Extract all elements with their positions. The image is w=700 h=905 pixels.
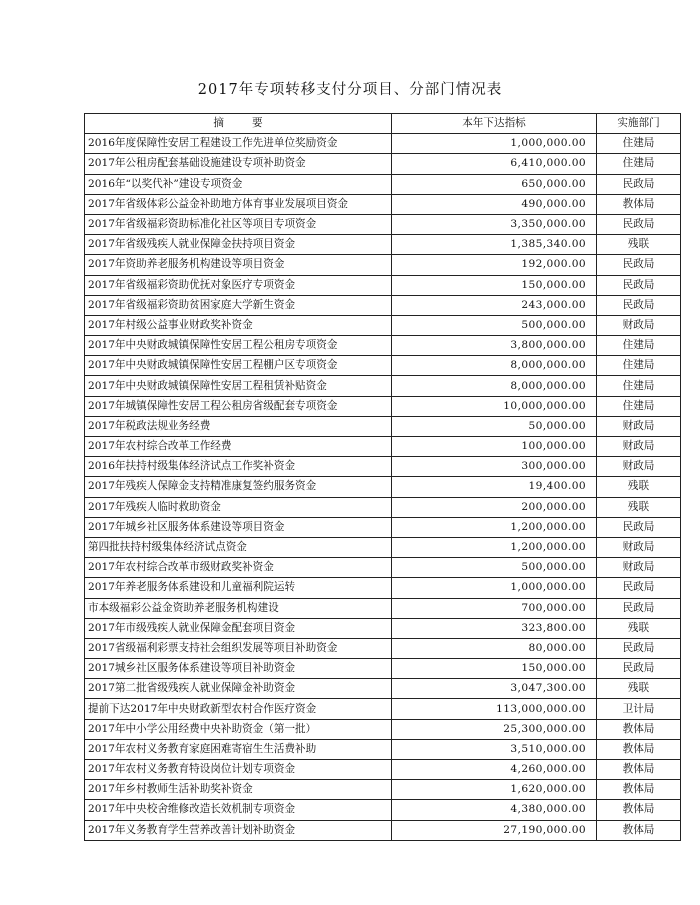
row-department-cell: 教体局 (597, 780, 681, 800)
table-row (85, 255, 681, 275)
page-title: 2017年专项转移支付分项目、分部门情况表 (197, 82, 503, 98)
row-department-cell: 民政局 (597, 214, 681, 234)
row-summary-cell: 2017城乡社区服务体系建设等项目补助资金 (85, 659, 392, 679)
row-department-cell: 教体局 (597, 800, 681, 820)
row-department-cell: 残联 (597, 477, 681, 497)
row-amount-cell: 100,000.00 (392, 437, 597, 457)
table-row (85, 376, 681, 396)
table-row (85, 760, 681, 780)
row-amount-cell: 500,000.00 (392, 315, 597, 335)
row-amount-cell: 4,260,000.00 (392, 760, 597, 780)
row-department-cell: 教体局 (597, 739, 681, 759)
row-department-cell: 财政局 (597, 437, 681, 457)
row-summary-cell: 2017年市级残疾人就业保障金配套项目资金 (85, 618, 392, 638)
row-amount-cell: 6,410,000.00 (392, 154, 597, 174)
row-summary-cell: 2017年省级福彩资助优抚对象医疗专项资金 (85, 275, 392, 295)
table-row (85, 194, 681, 214)
row-amount-cell: 490,000.00 (392, 194, 597, 214)
row-amount-cell: 3,350,000.00 (392, 214, 597, 234)
row-amount-cell: 27,190,000.00 (392, 820, 597, 840)
row-summary-cell: 2017年乡村教师生活补助奖补资金 (85, 780, 392, 800)
table-row (85, 396, 681, 416)
row-amount-cell: 80,000.00 (392, 638, 597, 658)
row-summary-cell: 2017年残疾人临时救助资金 (85, 497, 392, 517)
row-summary-cell: 2017年农村义务教育家庭困难寄宿生生活费补助 (85, 739, 392, 759)
row-amount-cell: 1,620,000.00 (392, 780, 597, 800)
table-row (85, 295, 681, 315)
row-department-cell: 残联 (597, 618, 681, 638)
table-row (85, 336, 681, 356)
row-amount-cell: 3,510,000.00 (392, 739, 597, 759)
row-department-cell: 民政局 (597, 174, 681, 194)
table-row (85, 780, 681, 800)
row-department-cell: 财政局 (597, 558, 681, 578)
row-amount-cell: 4,380,000.00 (392, 800, 597, 820)
table-header-row (85, 114, 681, 134)
row-summary-cell: 2017第二批省级残疾人就业保障金补助资金 (85, 679, 392, 699)
table-row (85, 497, 681, 517)
row-department-cell: 民政局 (597, 578, 681, 598)
row-department-cell: 民政局 (597, 659, 681, 679)
header-department: 实施部门 (597, 114, 681, 134)
row-amount-cell: 200,000.00 (392, 497, 597, 517)
row-department-cell: 住建局 (597, 134, 681, 154)
row-summary-cell: 2016年“以奖代补”建设专项资金 (85, 174, 392, 194)
row-amount-cell: 700,000.00 (392, 598, 597, 618)
table-row (85, 719, 681, 739)
row-summary-cell: 2017年村级公益事业财政奖补资金 (85, 315, 392, 335)
table-row (85, 356, 681, 376)
row-department-cell: 卫计局 (597, 699, 681, 719)
row-summary-cell: 2017年省级残疾人就业保障金扶持项目资金 (85, 235, 392, 255)
row-summary-cell: 2017年税政法规业务经费 (85, 416, 392, 436)
table-row (85, 618, 681, 638)
row-department-cell: 教体局 (597, 820, 681, 840)
row-summary-cell: 2016年度保障性安居工程建设工作先进单位奖励资金 (85, 134, 392, 154)
row-summary-cell: 2017年中小学公用经费中央补助资金（第一批） (85, 719, 392, 739)
row-department-cell: 财政局 (597, 537, 681, 557)
row-summary-cell: 2017年义务教育学生营养改善计划补助资金 (85, 820, 392, 840)
row-summary-cell: 第四批扶持村级集体经济试点资金 (85, 537, 392, 557)
table-row (85, 174, 681, 194)
table-row (85, 739, 681, 759)
row-summary-cell: 2016年扶持村级集体经济试点工作奖补资金 (85, 457, 392, 477)
row-department-cell: 民政局 (597, 275, 681, 295)
table-row (85, 235, 681, 255)
row-department-cell: 住建局 (597, 336, 681, 356)
table-row (85, 154, 681, 174)
row-summary-cell: 2017年省级体彩公益金补助地方体育事业发展项目资金 (85, 194, 392, 214)
row-amount-cell: 50,000.00 (392, 416, 597, 436)
row-department-cell: 住建局 (597, 356, 681, 376)
row-summary-cell: 2017年城镇保障性安居工程公租房省级配套专项资金 (85, 396, 392, 416)
table-row (85, 598, 681, 618)
row-amount-cell: 500,000.00 (392, 558, 597, 578)
row-summary-cell: 2017年养老服务体系建设和儿童福利院运转 (85, 578, 392, 598)
row-summary-cell: 2017年残疾人保障金支持精准康复签约服务资金 (85, 477, 392, 497)
header-summary: 摘要 (85, 114, 392, 134)
row-department-cell: 民政局 (597, 598, 681, 618)
table-row (85, 820, 681, 840)
table-row (85, 578, 681, 598)
row-amount-cell: 1,385,340.00 (392, 235, 597, 255)
row-amount-cell: 19,400.00 (392, 477, 597, 497)
row-amount-cell: 113,000,000.00 (392, 699, 597, 719)
table-row (85, 134, 681, 154)
row-amount-cell: 650,000.00 (392, 174, 597, 194)
row-department-cell: 财政局 (597, 457, 681, 477)
row-amount-cell: 1,000,000.00 (392, 134, 597, 154)
row-summary-cell: 市本级福彩公益金资助养老服务机构建设 (85, 598, 392, 618)
row-department-cell: 财政局 (597, 315, 681, 335)
row-amount-cell: 3,800,000.00 (392, 336, 597, 356)
row-summary-cell: 2017年农村义务教育特设岗位计划专项资金 (85, 760, 392, 780)
table-row (85, 437, 681, 457)
row-department-cell: 残联 (597, 497, 681, 517)
row-summary-cell: 2017年公租房配套基础设施建设专项补助资金 (85, 154, 392, 174)
table-row (85, 699, 681, 719)
row-amount-cell: 150,000.00 (392, 659, 597, 679)
row-department-cell: 残联 (597, 679, 681, 699)
row-department-cell: 民政局 (597, 255, 681, 275)
row-department-cell: 民政局 (597, 638, 681, 658)
row-summary-cell: 2017年省级福彩资助贫困家庭大学新生资金 (85, 295, 392, 315)
row-department-cell: 教体局 (597, 719, 681, 739)
row-department-cell: 住建局 (597, 376, 681, 396)
row-amount-cell: 25,300,000.00 (392, 719, 597, 739)
table-row (85, 275, 681, 295)
table-row (85, 517, 681, 537)
row-amount-cell: 1,200,000.00 (392, 517, 597, 537)
row-department-cell: 残联 (597, 235, 681, 255)
table-row (85, 537, 681, 557)
row-department-cell: 教体局 (597, 194, 681, 214)
row-department-cell: 民政局 (597, 517, 681, 537)
row-department-cell: 教体局 (597, 760, 681, 780)
row-amount-cell: 8,000,000.00 (392, 376, 597, 396)
header-amount: 本年下达指标 (392, 114, 597, 134)
table-row (85, 477, 681, 497)
table-row (85, 416, 681, 436)
row-amount-cell: 8,000,000.00 (392, 356, 597, 376)
row-department-cell: 财政局 (597, 416, 681, 436)
row-summary-cell: 2017年城乡社区服务体系建设等项目资金 (85, 517, 392, 537)
allocation-table (84, 113, 681, 841)
row-amount-cell: 150,000.00 (392, 275, 597, 295)
row-summary-cell: 提前下达2017年中央财政新型农村合作医疗资金 (85, 699, 392, 719)
table-row (85, 800, 681, 820)
table-row (85, 679, 681, 699)
row-department-cell: 住建局 (597, 396, 681, 416)
row-summary-cell: 2017年农村综合改革市级财政奖补资金 (85, 558, 392, 578)
table-row (85, 659, 681, 679)
row-amount-cell: 10,000,000.00 (392, 396, 597, 416)
table-row (85, 638, 681, 658)
row-amount-cell: 243,000.00 (392, 295, 597, 315)
row-department-cell: 住建局 (597, 154, 681, 174)
table-row (85, 214, 681, 234)
row-amount-cell: 3,047,300.00 (392, 679, 597, 699)
table-row (85, 558, 681, 578)
row-amount-cell: 300,000.00 (392, 457, 597, 477)
row-department-cell: 民政局 (597, 295, 681, 315)
row-summary-cell: 2017年资助养老服务机构建设等项目资金 (85, 255, 392, 275)
row-amount-cell: 323,800.00 (392, 618, 597, 638)
row-amount-cell: 1,200,000.00 (392, 537, 597, 557)
row-summary-cell: 2017省级福利彩票支持社会组织发展等项目补助资金 (85, 638, 392, 658)
row-summary-cell: 2017年中央财政城镇保障性安居工程棚户区专项资金 (85, 356, 392, 376)
row-summary-cell: 2017年农村综合改革工作经费 (85, 437, 392, 457)
row-summary-cell: 2017年中央财政城镇保障性安居工程租赁补贴资金 (85, 376, 392, 396)
table-row (85, 457, 681, 477)
table-row (85, 315, 681, 335)
row-amount-cell: 192,000.00 (392, 255, 597, 275)
row-summary-cell: 2017年省级福彩资助标准化社区等项目专项资金 (85, 214, 392, 234)
row-summary-cell: 2017年中央校舍维修改造长效机制专项资金 (85, 800, 392, 820)
row-amount-cell: 1,000,000.00 (392, 578, 597, 598)
row-summary-cell: 2017年中央财政城镇保障性安居工程公租房专项资金 (85, 336, 392, 356)
